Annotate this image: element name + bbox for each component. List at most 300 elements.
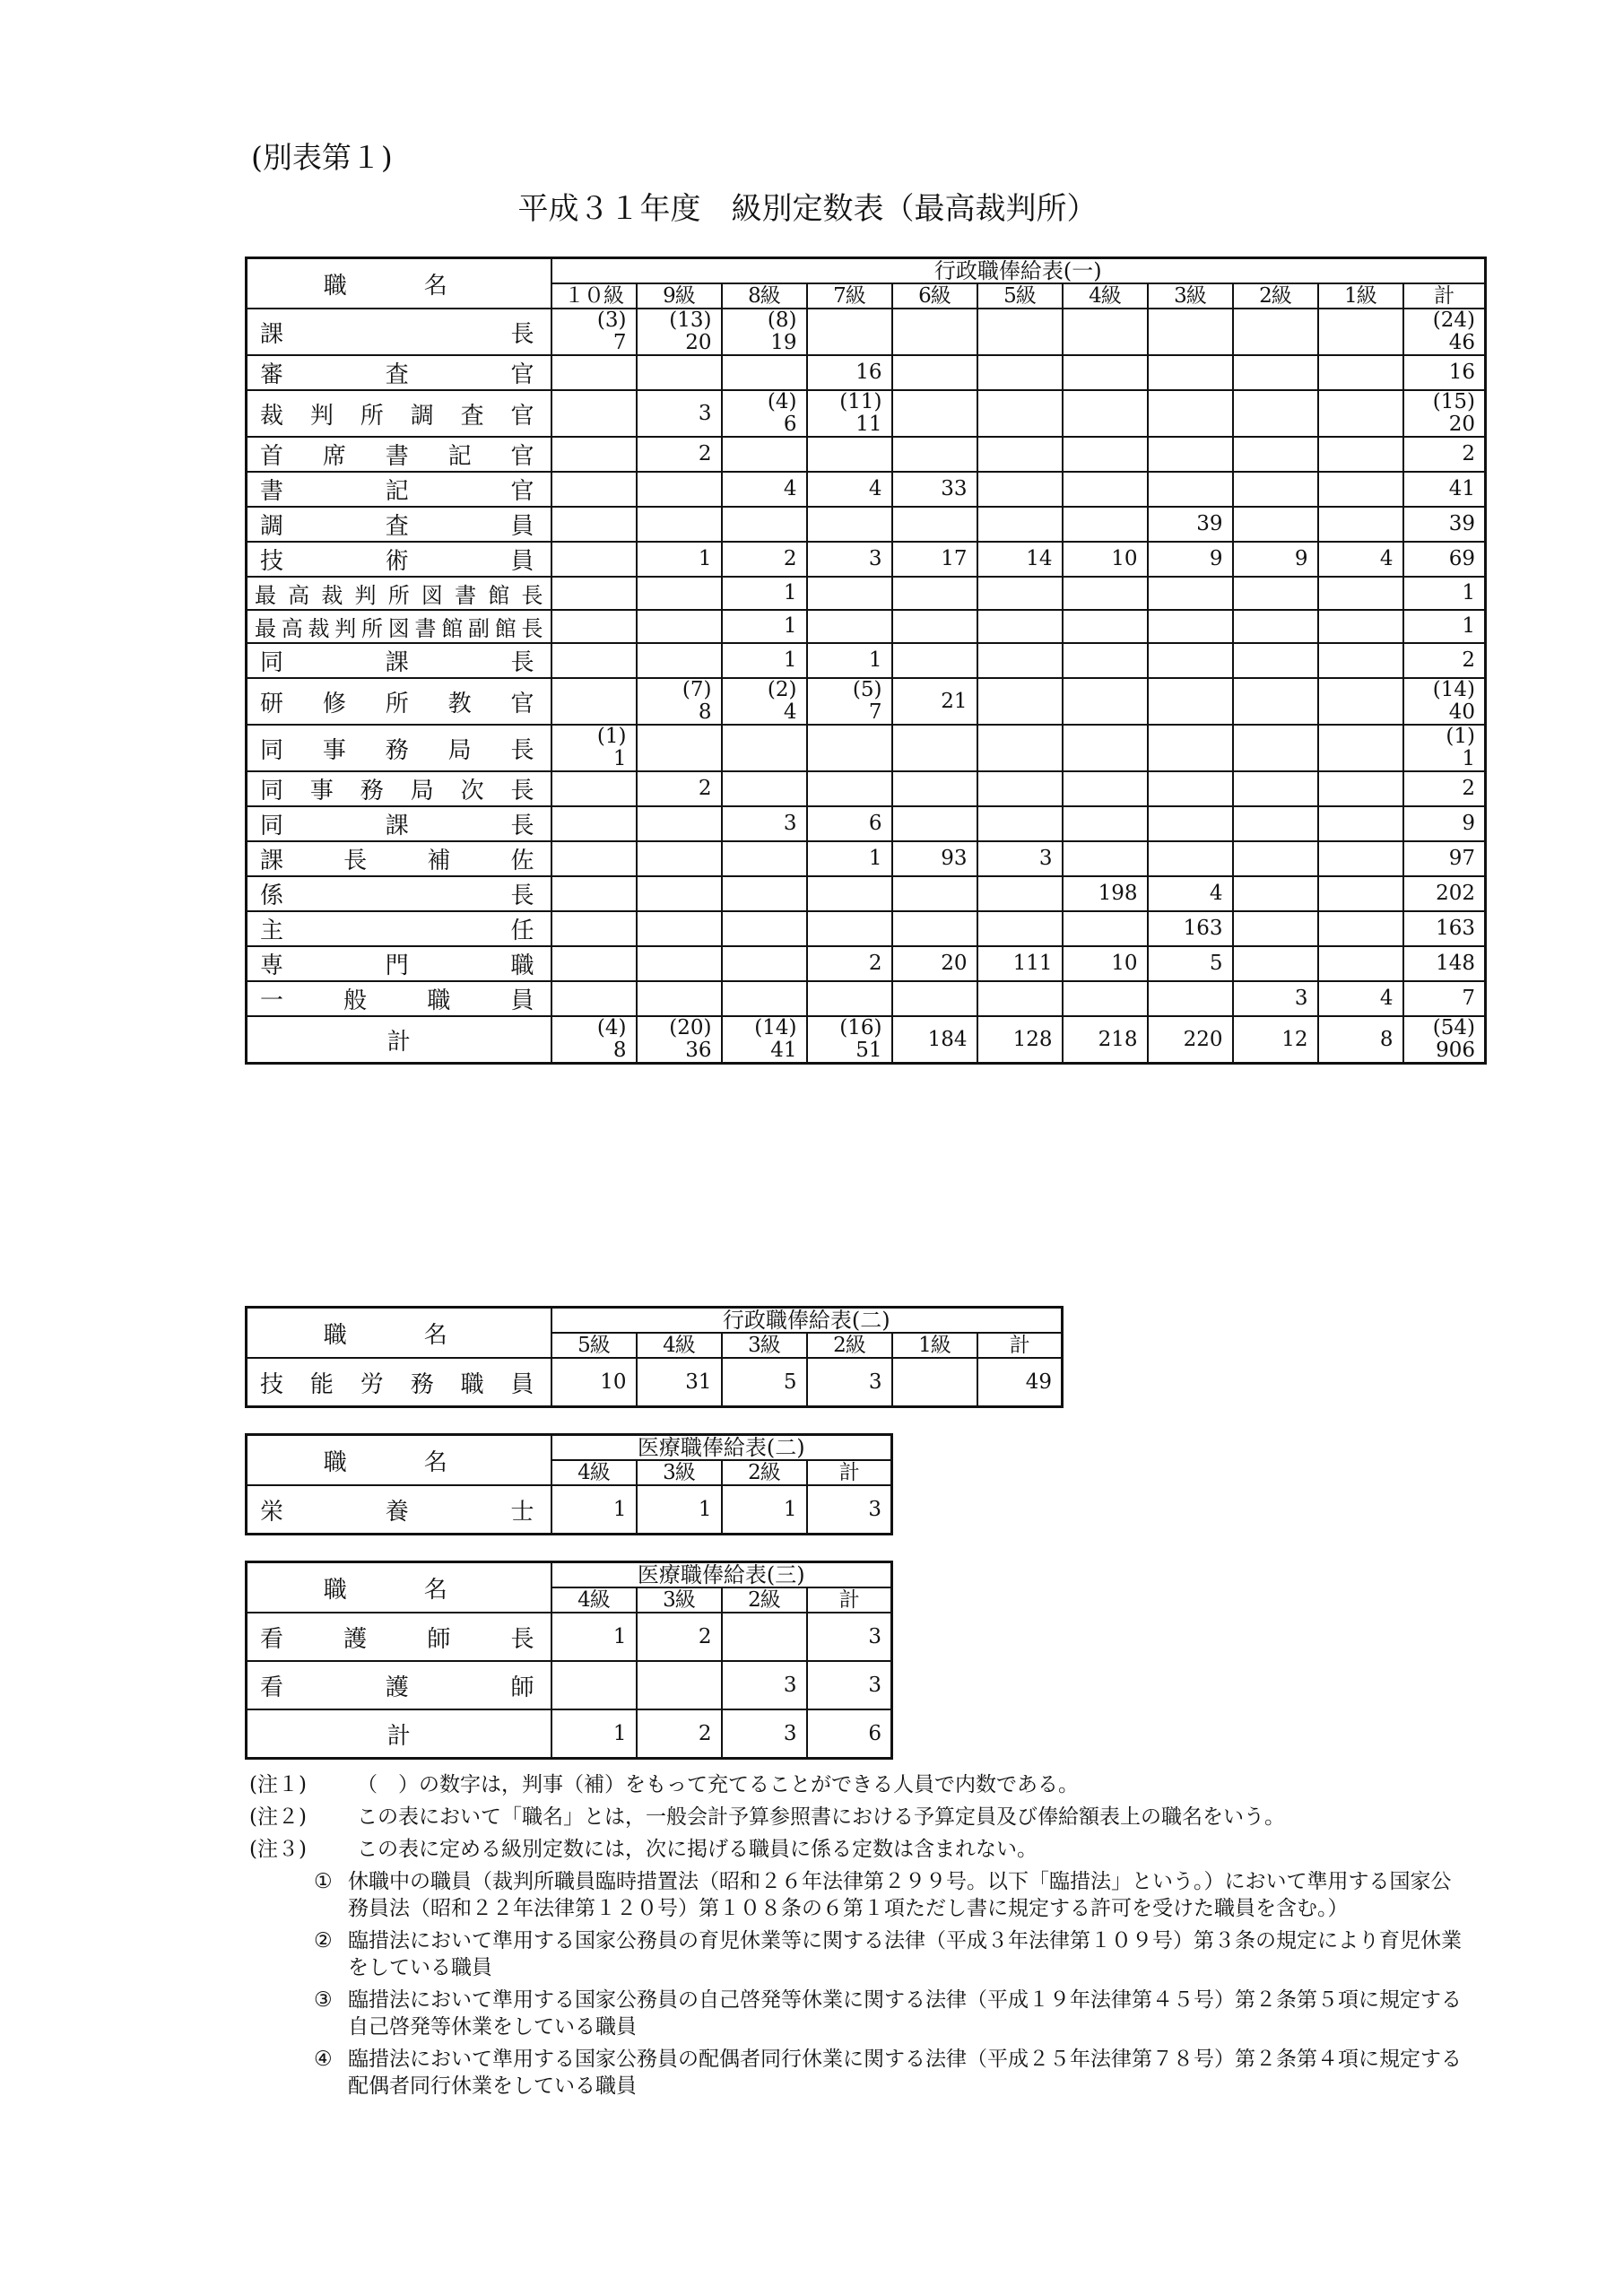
count-cell xyxy=(892,911,977,946)
count-parenthetical: (16) xyxy=(839,1016,882,1039)
count-cell xyxy=(807,981,892,1016)
count-cell xyxy=(722,542,807,577)
count-value: 1 xyxy=(783,581,797,604)
job-title-cell xyxy=(247,507,551,542)
job-title: 調査員 xyxy=(260,513,534,540)
count-cell xyxy=(551,1485,637,1535)
count-cell xyxy=(637,1613,722,1661)
count-cell xyxy=(1148,806,1233,841)
table-row xyxy=(247,911,1486,946)
count-cell xyxy=(892,981,977,1016)
count-cell xyxy=(1233,309,1318,355)
count-value: 93 xyxy=(941,847,968,870)
count-cell xyxy=(892,678,977,725)
count-cell xyxy=(1233,610,1318,643)
job-title: 専門職 xyxy=(260,952,534,979)
name-header: 職 名 xyxy=(247,258,551,309)
document-title xyxy=(0,184,1615,228)
count-cell xyxy=(637,610,722,643)
count-cell xyxy=(551,725,637,771)
count-cell xyxy=(1148,390,1233,437)
count-cell xyxy=(1318,806,1403,841)
count-value: 1 xyxy=(783,648,797,672)
count-cell xyxy=(551,643,637,678)
count-cell xyxy=(807,806,892,841)
name-header: 職 名 xyxy=(247,1308,551,1359)
count-cell xyxy=(722,355,807,390)
count-cell xyxy=(722,1661,807,1709)
table-row xyxy=(247,610,1486,643)
table-row xyxy=(247,1661,892,1709)
job-title: 栄養士 xyxy=(260,1498,534,1526)
count-cell xyxy=(892,577,977,610)
count-cell xyxy=(1148,577,1233,610)
count-cell xyxy=(892,876,977,911)
count-cell xyxy=(1233,1016,1318,1064)
group-header: 医療職俸給表(二) xyxy=(551,1435,892,1461)
count-value: 46 xyxy=(1448,331,1475,354)
count-cell xyxy=(807,678,892,725)
count-cell xyxy=(637,390,722,437)
count-cell xyxy=(807,1358,892,1407)
count-cell xyxy=(977,946,1063,981)
count-cell xyxy=(637,1709,722,1759)
count-cell xyxy=(1148,643,1233,678)
sub-note-marker: ④ xyxy=(314,2048,333,2071)
count-value: 3 xyxy=(1294,987,1308,1010)
appendix-label: (別表第１) xyxy=(251,140,393,175)
sub-note xyxy=(314,2046,1469,2100)
count-cell xyxy=(1063,309,1148,355)
count-cell xyxy=(637,437,722,472)
count-cell xyxy=(807,390,892,437)
grade-header: 5級 xyxy=(977,283,1063,309)
count-cell xyxy=(807,771,892,806)
count-cell xyxy=(1403,946,1486,981)
count-cell xyxy=(1148,725,1233,771)
count-value: 4 xyxy=(783,700,797,724)
count-cell xyxy=(722,1016,807,1064)
count-cell xyxy=(722,577,807,610)
count-cell xyxy=(551,437,637,472)
job-title: 課長 xyxy=(260,320,534,348)
count-cell xyxy=(807,1016,892,1064)
count-cell xyxy=(1318,876,1403,911)
count-cell xyxy=(1318,981,1403,1016)
count-value: 11 xyxy=(855,413,882,436)
count-cell xyxy=(551,577,637,610)
count-value: 16 xyxy=(1448,361,1475,384)
count-value: 51 xyxy=(855,1039,882,1062)
job-title-cell xyxy=(247,946,551,981)
name-header: 職 名 xyxy=(247,1562,551,1613)
count-value: 2 xyxy=(698,442,712,465)
count-cell xyxy=(551,1613,637,1661)
count-parenthetical: (1) xyxy=(596,725,627,748)
count-cell xyxy=(807,1661,892,1709)
count-value: 7 xyxy=(1462,987,1475,1010)
count-cell xyxy=(1148,981,1233,1016)
count-cell xyxy=(722,771,807,806)
count-cell xyxy=(1063,876,1148,911)
count-cell xyxy=(1403,771,1486,806)
count-cell xyxy=(977,1016,1063,1064)
count-value: 1 xyxy=(868,847,882,870)
note xyxy=(249,1771,1469,1798)
count-cell xyxy=(1233,678,1318,725)
group-header: 医療職俸給表(三) xyxy=(551,1562,892,1588)
job-title-cell xyxy=(247,472,551,507)
count-cell xyxy=(977,876,1063,911)
count-cell xyxy=(892,771,977,806)
count-cell xyxy=(892,507,977,542)
count-value: 1 xyxy=(698,547,712,570)
count-value: 40 xyxy=(1448,700,1475,724)
count-cell xyxy=(892,806,977,841)
job-title-cell xyxy=(247,1358,551,1407)
count-parenthetical: (4) xyxy=(767,390,797,413)
grade-header: 8級 xyxy=(722,283,807,309)
count-cell xyxy=(1318,577,1403,610)
grade-header: 計 xyxy=(807,1587,892,1613)
count-value: 4 xyxy=(1379,987,1394,1010)
count-value: 906 xyxy=(1436,1039,1475,1062)
job-title: 同事務局長 xyxy=(260,736,534,764)
count-cell xyxy=(1318,542,1403,577)
grade-header: 3級 xyxy=(637,1587,722,1613)
total-row xyxy=(247,1016,1486,1064)
count-value: 198 xyxy=(1098,882,1138,905)
count-parenthetical: (4) xyxy=(596,1016,627,1039)
job-title: 同課長 xyxy=(260,649,534,676)
table-row xyxy=(247,577,1486,610)
count-cell xyxy=(977,725,1063,771)
count-cell xyxy=(807,876,892,911)
count-value: 36 xyxy=(685,1039,712,1062)
count-cell xyxy=(892,725,977,771)
count-parenthetical: (3) xyxy=(596,309,627,332)
table-iryo-2 xyxy=(245,1433,893,1535)
count-cell xyxy=(1148,472,1233,507)
job-title: 同事務局次長 xyxy=(260,778,534,804)
count-cell xyxy=(1148,841,1233,876)
count-cell xyxy=(551,876,637,911)
count-cell xyxy=(551,355,637,390)
count-cell xyxy=(892,472,977,507)
count-cell xyxy=(551,1709,637,1759)
count-value: 3 xyxy=(783,1722,797,1745)
document-title-text: 平成３１年度 級別定数表（最高裁判所） xyxy=(517,191,1098,227)
job-title: 研修所教官 xyxy=(260,690,534,718)
job-title-cell xyxy=(247,309,551,355)
count-cell xyxy=(551,507,637,542)
grade-header: 2級 xyxy=(1233,283,1318,309)
grade-header: 9級 xyxy=(637,283,722,309)
count-cell xyxy=(1233,390,1318,437)
count-cell xyxy=(551,806,637,841)
count-value: 8 xyxy=(698,700,712,724)
count-value: 4 xyxy=(783,477,797,500)
count-value: 14 xyxy=(1026,547,1053,570)
count-value: 1 xyxy=(698,1498,712,1521)
count-value: 3 xyxy=(783,812,797,835)
count-value: 2 xyxy=(698,777,712,800)
table-row xyxy=(247,472,1486,507)
count-cell xyxy=(1063,946,1148,981)
count-cell xyxy=(551,946,637,981)
count-value: 69 xyxy=(1448,547,1475,570)
count-cell xyxy=(1063,577,1148,610)
count-cell xyxy=(1318,437,1403,472)
count-value: 2 xyxy=(868,952,882,975)
job-title-cell xyxy=(247,1485,551,1535)
count-cell xyxy=(977,390,1063,437)
count-value: 1 xyxy=(612,747,627,770)
grade-header: １０級 xyxy=(551,283,637,309)
job-title-cell xyxy=(247,1016,551,1064)
table-iryo-3 xyxy=(245,1561,893,1760)
count-cell xyxy=(722,946,807,981)
job-title-cell xyxy=(247,911,551,946)
count-cell xyxy=(551,309,637,355)
count-cell xyxy=(892,610,977,643)
table-row xyxy=(247,390,1486,437)
table-row xyxy=(247,806,1486,841)
count-cell xyxy=(1233,507,1318,542)
count-parenthetical: (13) xyxy=(669,309,712,332)
count-value: 12 xyxy=(1281,1027,1308,1051)
count-value: 3 xyxy=(868,1498,882,1521)
count-cell xyxy=(977,610,1063,643)
table-row xyxy=(247,771,1486,806)
count-value: 4 xyxy=(1379,547,1394,570)
count-cell xyxy=(807,841,892,876)
count-cell xyxy=(807,643,892,678)
count-cell xyxy=(637,678,722,725)
note-text: この表において「職名」とは，一般会計予算参照書における予算定員及び俸給額表上の職名をいう。 xyxy=(357,1805,1285,1829)
count-cell xyxy=(1148,542,1233,577)
count-value: 2 xyxy=(1462,648,1475,672)
grade-header: 1級 xyxy=(892,1333,977,1358)
count-cell xyxy=(977,806,1063,841)
job-title: 審査官 xyxy=(260,361,534,388)
count-cell xyxy=(977,542,1063,577)
count-value: 2 xyxy=(1462,442,1475,465)
count-cell xyxy=(637,472,722,507)
count-cell xyxy=(807,1485,892,1535)
grade-header: 5級 xyxy=(551,1333,637,1358)
count-parenthetical: (20) xyxy=(669,1016,712,1039)
sub-note-text: 臨措法において準用する国家公務員の育児休業等に関する法律（平成３年法律第１０９号）第３条の規定により育児休業をしている職員 xyxy=(348,1929,1462,1979)
count-cell xyxy=(637,946,722,981)
count-cell xyxy=(637,841,722,876)
grade-header: 1級 xyxy=(1318,283,1403,309)
count-cell xyxy=(1148,678,1233,725)
job-title-cell xyxy=(247,643,551,678)
count-cell xyxy=(637,542,722,577)
count-cell xyxy=(1233,643,1318,678)
count-cell xyxy=(1403,678,1486,725)
count-cell xyxy=(637,643,722,678)
count-value: 1 xyxy=(612,1625,627,1648)
count-cell xyxy=(551,1661,637,1709)
sub-note xyxy=(314,1927,1469,1981)
count-parenthetical: (24) xyxy=(1432,309,1475,332)
count-cell xyxy=(1403,437,1486,472)
grade-header: 2級 xyxy=(722,1460,807,1485)
grade-header: 3級 xyxy=(637,1460,722,1485)
job-title-cell xyxy=(247,390,551,437)
count-cell xyxy=(722,472,807,507)
count-cell xyxy=(722,1485,807,1535)
count-cell xyxy=(977,309,1063,355)
count-cell xyxy=(551,1358,637,1407)
sub-note xyxy=(314,1868,1469,1922)
count-cell xyxy=(1233,946,1318,981)
count-cell xyxy=(1318,610,1403,643)
count-parenthetical: (5) xyxy=(852,678,882,701)
count-cell xyxy=(1318,841,1403,876)
job-title-cell xyxy=(247,981,551,1016)
count-cell xyxy=(637,725,722,771)
count-cell xyxy=(977,771,1063,806)
sub-note-text: 休職中の職員（裁判所職員臨時措置法（昭和２６年法律第２９９号。以下「臨措法」という。）において準用する国家公務員法（昭和２２年法律第１２０号）第１０８条の６第１項ただし書に規定する許可を受けた職員を含む。） xyxy=(348,1870,1452,1920)
count-cell xyxy=(1318,472,1403,507)
count-cell xyxy=(637,1016,722,1064)
count-cell xyxy=(1233,981,1318,1016)
count-cell xyxy=(722,876,807,911)
table-row xyxy=(247,437,1486,472)
job-title-cell xyxy=(247,725,551,771)
count-value: 4 xyxy=(1209,882,1223,905)
grade-header: 6級 xyxy=(892,283,977,309)
note-text: （ ）の数字は，判事（補）をもって充てることができる人員で内数である。 xyxy=(357,1773,1079,1796)
count-cell xyxy=(1233,542,1318,577)
job-title: 看護師長 xyxy=(260,1625,534,1653)
job-title: 首席書記官 xyxy=(260,443,534,470)
job-title: 課長補佐 xyxy=(260,848,534,874)
count-value: 7 xyxy=(612,331,627,354)
count-cell xyxy=(722,437,807,472)
job-title: 裁判所調査官 xyxy=(260,402,534,430)
job-title-cell xyxy=(247,771,551,806)
count-parenthetical: (8) xyxy=(767,309,797,332)
count-value: 19 xyxy=(770,331,797,354)
count-cell xyxy=(722,981,807,1016)
count-cell xyxy=(722,309,807,355)
count-cell xyxy=(977,507,1063,542)
count-cell xyxy=(1403,981,1486,1016)
count-value: 39 xyxy=(1196,512,1223,535)
count-value: 10 xyxy=(1111,952,1138,975)
count-cell xyxy=(1318,771,1403,806)
count-cell xyxy=(551,841,637,876)
count-cell xyxy=(807,577,892,610)
count-value: 3 xyxy=(868,547,882,570)
count-cell xyxy=(1318,507,1403,542)
count-parenthetical: (7) xyxy=(682,678,712,701)
count-value: 41 xyxy=(770,1039,797,1062)
count-value: 16 xyxy=(855,361,882,384)
name-header: 職 名 xyxy=(247,1435,551,1486)
count-value: 3 xyxy=(1038,847,1053,870)
count-cell xyxy=(1063,610,1148,643)
count-value: 41 xyxy=(1448,477,1475,500)
count-parenthetical: (14) xyxy=(754,1016,797,1039)
count-cell xyxy=(1233,911,1318,946)
count-cell xyxy=(637,911,722,946)
count-cell xyxy=(1403,643,1486,678)
table-row xyxy=(247,1358,1063,1407)
note xyxy=(249,1836,1469,1863)
count-cell xyxy=(892,1358,977,1407)
count-cell xyxy=(1318,355,1403,390)
sub-note-marker: ③ xyxy=(314,1988,333,2012)
count-cell xyxy=(1148,911,1233,946)
table-row xyxy=(247,876,1486,911)
count-cell xyxy=(637,876,722,911)
count-value: 17 xyxy=(941,547,968,570)
job-title-cell xyxy=(247,355,551,390)
count-cell xyxy=(1148,437,1233,472)
grade-header: 3級 xyxy=(722,1333,807,1358)
count-cell xyxy=(1318,678,1403,725)
table-row xyxy=(247,1613,892,1661)
grade-header: 計 xyxy=(1403,283,1486,309)
count-cell xyxy=(637,309,722,355)
count-parenthetical: (54) xyxy=(1432,1016,1475,1039)
job-title-cell xyxy=(247,678,551,725)
count-value: 9 xyxy=(1209,547,1223,570)
count-cell xyxy=(1233,577,1318,610)
count-value: 4 xyxy=(868,477,882,500)
count-value: 1 xyxy=(612,1498,627,1521)
count-cell xyxy=(1063,390,1148,437)
count-value: 1 xyxy=(783,614,797,638)
count-value: 3 xyxy=(698,401,712,425)
job-title: 看護師 xyxy=(260,1674,534,1701)
count-cell xyxy=(807,610,892,643)
count-value: 3 xyxy=(868,1370,882,1394)
count-cell xyxy=(1063,437,1148,472)
count-cell xyxy=(1318,911,1403,946)
count-cell xyxy=(977,355,1063,390)
count-cell xyxy=(551,1016,637,1064)
count-value: 8 xyxy=(612,1039,627,1062)
count-value: 10 xyxy=(1111,547,1138,570)
count-value: 20 xyxy=(685,331,712,354)
count-cell xyxy=(1233,806,1318,841)
group-header: 行政職俸給表(二) xyxy=(551,1308,1063,1334)
count-value: 39 xyxy=(1448,512,1475,535)
count-cell xyxy=(892,437,977,472)
count-cell xyxy=(1233,725,1318,771)
count-value: 202 xyxy=(1436,882,1475,905)
count-cell xyxy=(1403,841,1486,876)
table-row xyxy=(247,542,1486,577)
count-cell xyxy=(807,355,892,390)
count-cell xyxy=(1318,309,1403,355)
count-cell xyxy=(1063,472,1148,507)
count-cell xyxy=(977,911,1063,946)
count-cell xyxy=(1403,876,1486,911)
count-cell xyxy=(722,725,807,771)
grade-header: 2級 xyxy=(722,1587,807,1613)
count-cell xyxy=(722,1613,807,1661)
job-title: 同課長 xyxy=(260,813,534,839)
count-parenthetical: (14) xyxy=(1432,678,1475,701)
count-cell xyxy=(637,1485,722,1535)
